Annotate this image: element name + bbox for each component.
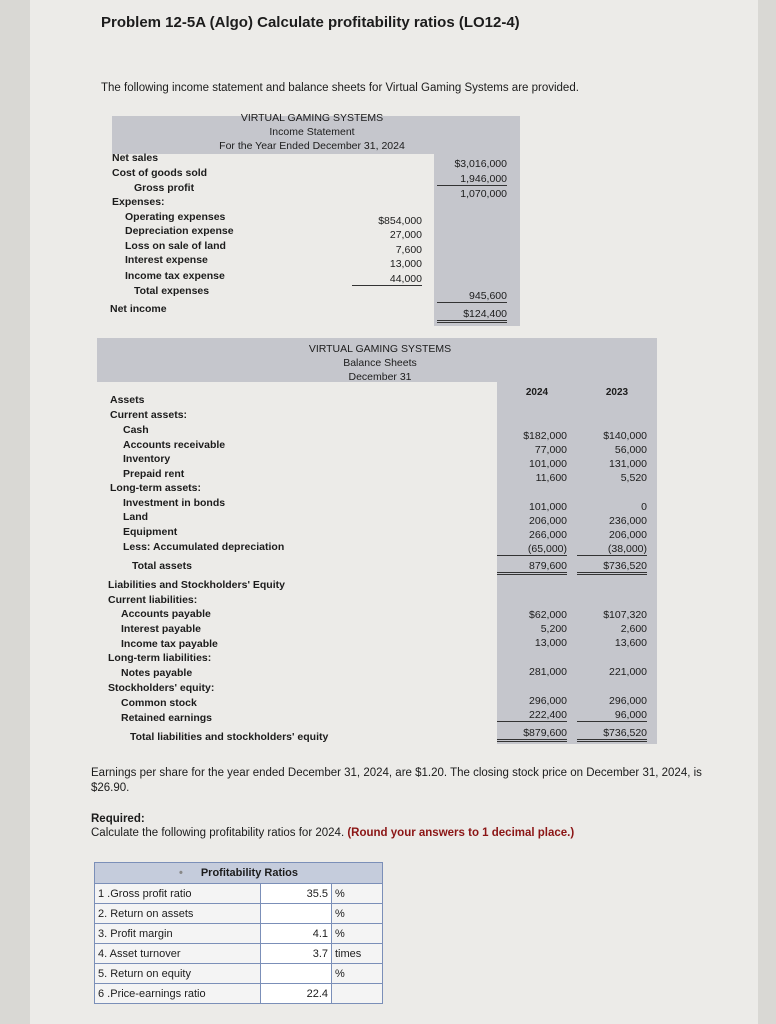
lt-liab-label: Long-term liabilities:	[108, 652, 212, 664]
land-2023: 236,000	[609, 515, 647, 527]
table-header-label: Profitability Ratios	[200, 867, 299, 879]
ar-2024: 77,000	[534, 444, 567, 456]
is-company: VIRTUAL GAMING SYSTEMS	[240, 112, 384, 124]
accum-dep-label: Less: Accumulated depreciation	[123, 541, 285, 553]
ratio-input[interactable]: 4.1	[261, 924, 332, 944]
cogs-value: 1,946,000	[437, 173, 507, 186]
net-income-label: Net income	[110, 303, 167, 315]
lt-assets-label: Long-term assets:	[110, 482, 202, 494]
ratio-unit: %	[332, 924, 383, 944]
ratio-label: 6 .Price-earnings ratio	[95, 984, 261, 1004]
ratio-unit: times	[332, 944, 383, 964]
expense-value: 27,000	[389, 229, 422, 241]
profitability-ratios-table	[94, 862, 383, 1004]
ratio-input[interactable]: 3.7	[261, 944, 332, 964]
intro-text: The following income statement and balance sheets for Virtual Gaming Systems are provided.	[101, 82, 579, 94]
total-le-label: Total liabilities and stockholders' equity	[130, 731, 329, 743]
retained-2024: 222,400	[497, 709, 567, 722]
total-assets-2023: $736,520	[577, 560, 647, 575]
expense-value: $854,000	[378, 215, 422, 227]
col-2024-header: 2024	[525, 387, 549, 398]
common-label: Common stock	[121, 697, 197, 709]
bonds-label: Investment in bonds	[123, 497, 226, 509]
inventory-label: Inventory	[123, 453, 171, 465]
interest-payable-2023: 2,600	[620, 623, 647, 635]
table-row	[95, 964, 383, 984]
ratio-input[interactable]	[261, 904, 332, 924]
ratio-unit: %	[332, 884, 383, 904]
ratio-label: 1 .Gross profit ratio	[95, 884, 261, 904]
net-income-value: $124,400	[437, 308, 507, 323]
assets-label: Assets	[110, 394, 145, 406]
notes-2024: 281,000	[529, 666, 567, 678]
eps-note: Earnings per share for the year ended December 31, 2024, are $1.20. The closing stock price on December 31, 2024, is $26.90.	[91, 767, 702, 794]
tax-payable-2023: 13,600	[614, 637, 647, 649]
interest-payable-2024: 5,200	[540, 623, 567, 635]
prepaid-2024: 11,600	[535, 472, 567, 484]
problem-title: Problem 12-5A (Algo) Calculate profitability ratios (LO12-4)	[101, 14, 520, 31]
notes-2023: 221,000	[609, 666, 647, 678]
col-2023-header: 2023	[605, 387, 629, 398]
ap-label: Accounts payable	[121, 608, 211, 620]
expense-label: Income tax expense	[125, 270, 225, 282]
common-2023: 296,000	[609, 695, 647, 707]
bs-name: Balance Sheets	[343, 357, 417, 369]
inventory-2024: 101,000	[529, 458, 567, 470]
total-assets-label: Total assets	[132, 560, 192, 572]
common-2024: 296,000	[529, 695, 567, 707]
expense-label: Operating expenses	[125, 211, 226, 223]
ratio-unit: %	[332, 904, 383, 924]
expense-value: 44,000	[352, 273, 422, 286]
gross-profit-value: 1,070,000	[460, 188, 507, 200]
equipment-2023: 206,000	[609, 529, 647, 541]
land-label: Land	[123, 511, 149, 523]
accum-dep-2023: (38,000)	[577, 543, 647, 556]
land-2024: 206,000	[529, 515, 567, 527]
inventory-2023: 131,000	[609, 458, 647, 470]
total-le-2024: $879,600	[497, 727, 567, 742]
net-sales-label: Net sales	[112, 152, 159, 164]
notes-label: Notes payable	[121, 667, 193, 679]
table-row	[95, 884, 383, 904]
is-period: For the Year Ended December 31, 2024	[219, 140, 405, 152]
ap-2023: $107,320	[603, 609, 647, 621]
retained-label: Retained earnings	[121, 712, 213, 724]
expense-value: 7,600	[395, 244, 422, 256]
required-label: Required:	[91, 813, 145, 825]
ratio-label: 4. Asset turnover	[95, 944, 261, 964]
required-text: Calculate the following profitability ratios for 2024.	[91, 827, 345, 839]
table-row	[95, 904, 383, 924]
total-expenses-label: Total expenses	[134, 285, 210, 297]
expense-value: 13,000	[389, 258, 422, 270]
prepaid-2023: 5,520	[620, 472, 647, 484]
equipment-label: Equipment	[123, 526, 178, 538]
current-assets-label: Current assets:	[110, 409, 188, 421]
liab-equity-label: Liabilities and Stockholders' Equity	[108, 579, 285, 591]
se-label: Stockholders' equity:	[108, 682, 215, 694]
table-row	[95, 924, 383, 944]
ratio-input[interactable]: 35.5	[261, 884, 332, 904]
retained-2023: 96,000	[577, 709, 647, 722]
table-row	[95, 984, 383, 1004]
table-header	[95, 863, 383, 884]
bs-company: VIRTUAL GAMING SYSTEMS	[308, 343, 452, 355]
expense-label: Loss on sale of land	[125, 240, 226, 252]
bonds-2023: 0	[641, 501, 647, 513]
bullet-icon: •	[178, 867, 183, 879]
ar-2023: 56,000	[614, 444, 647, 456]
accum-dep-2024: (65,000)	[497, 543, 567, 556]
cash-label: Cash	[123, 424, 149, 436]
ar-label: Accounts receivable	[123, 439, 226, 451]
bs-date: December 31	[348, 371, 412, 383]
net-sales-value: $3,016,000	[454, 158, 507, 170]
cogs-label: Cost of goods sold	[112, 167, 208, 179]
cash-2024: $182,000	[523, 430, 567, 442]
bonds-2024: 101,000	[529, 501, 567, 513]
ratio-label: 5. Return on equity	[95, 964, 261, 984]
tax-payable-label: Income tax payable	[121, 638, 218, 650]
tax-payable-2024: 13,000	[534, 637, 567, 649]
gross-profit-label: Gross profit	[134, 182, 195, 194]
cash-2023: $140,000	[603, 430, 647, 442]
ratio-unit: %	[332, 964, 383, 984]
prepaid-label: Prepaid rent	[123, 468, 185, 480]
expense-label: Depreciation expense	[125, 225, 234, 237]
expenses-label: Expenses:	[112, 196, 165, 208]
table-row	[95, 944, 383, 964]
equipment-2024: 266,000	[529, 529, 567, 541]
ratio-input[interactable]	[261, 964, 332, 984]
required-instructions	[91, 827, 574, 839]
is-name: Income Statement	[269, 126, 355, 138]
current-liab-label: Current liabilities:	[108, 594, 198, 606]
ratio-label: 2. Return on assets	[95, 904, 261, 924]
ratio-input[interactable]: 22.4	[261, 984, 332, 1004]
rounding-note: (Round your answers to 1 decimal place.)	[347, 827, 575, 839]
ap-2024: $62,000	[529, 609, 567, 621]
total-assets-2024: 879,600	[497, 560, 567, 575]
ratio-label: 3. Profit margin	[95, 924, 261, 944]
total-expenses-value: 945,600	[437, 290, 507, 303]
expense-label: Interest expense	[125, 254, 208, 266]
ratio-unit	[332, 984, 383, 1004]
table-header-row	[95, 863, 383, 884]
interest-payable-label: Interest payable	[121, 623, 201, 635]
total-le-2023: $736,520	[577, 727, 647, 742]
